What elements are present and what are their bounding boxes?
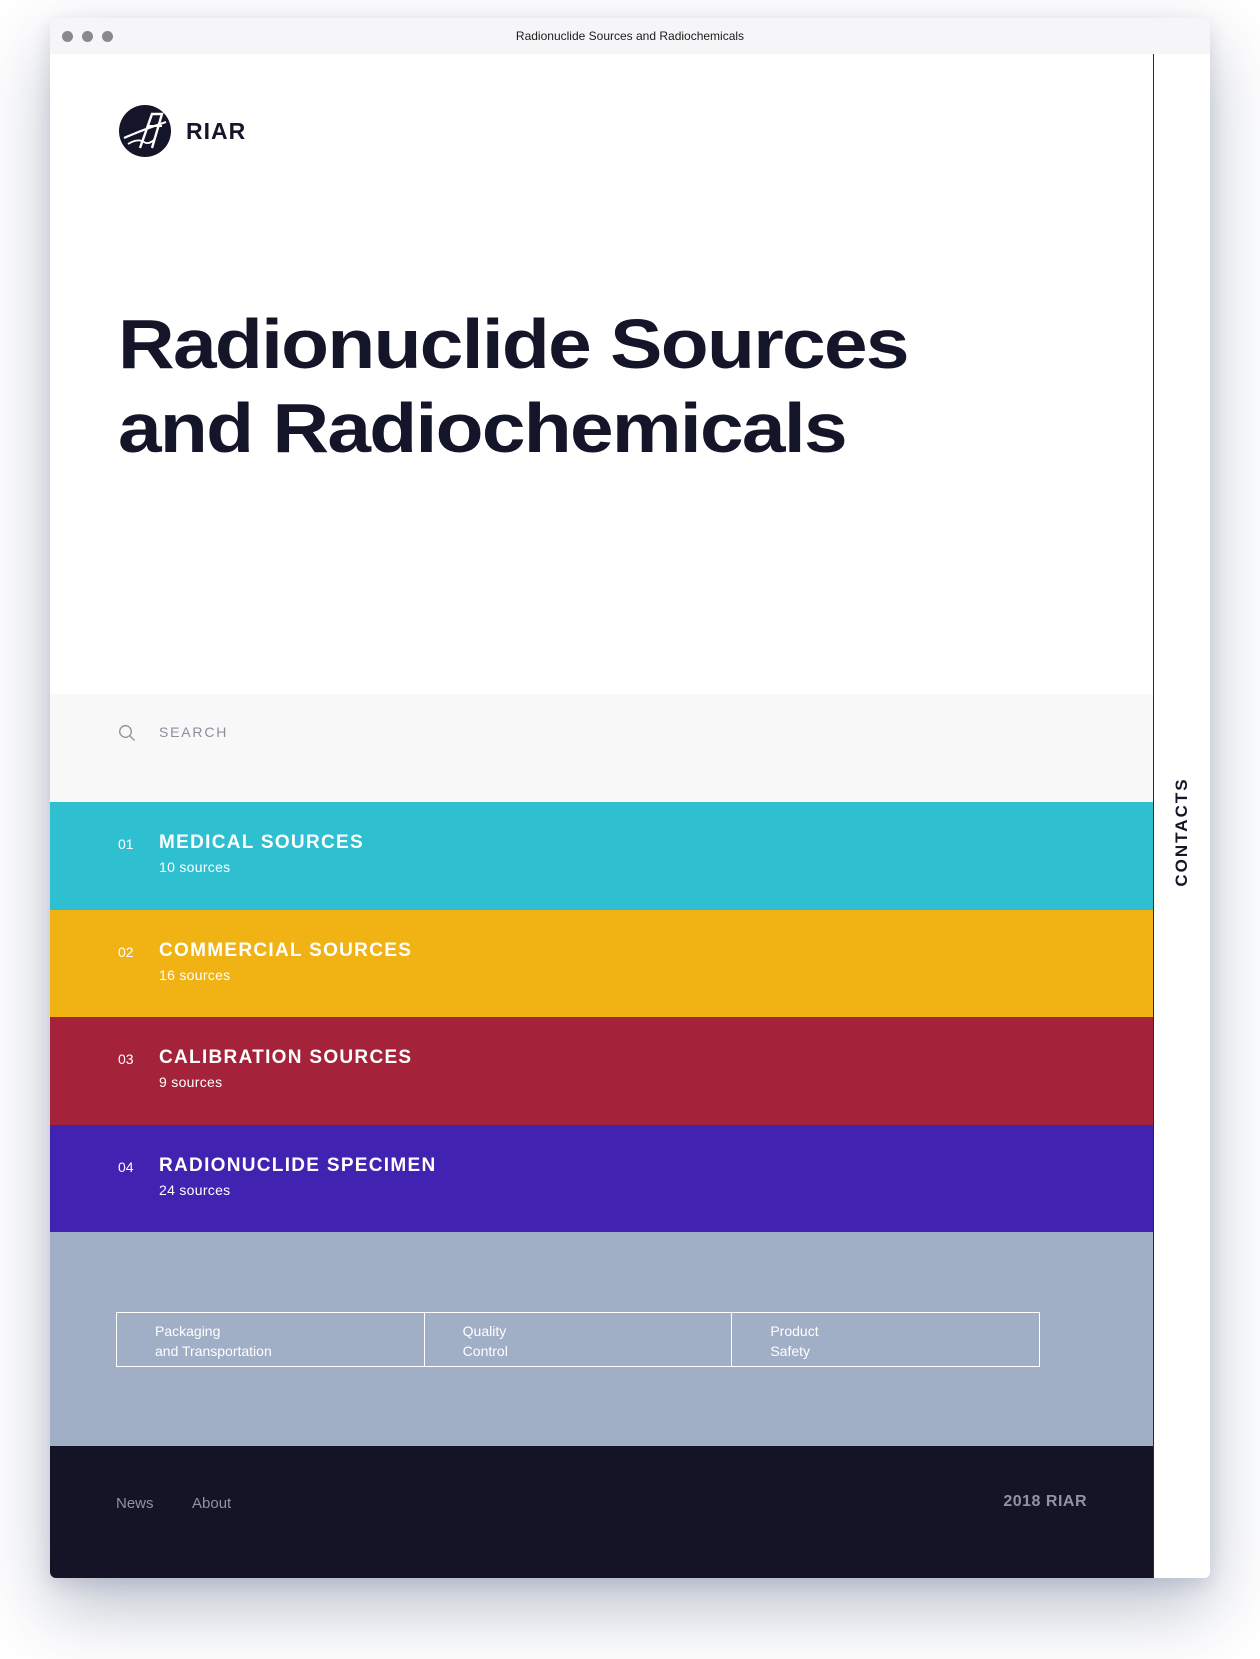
- page-title: [118, 302, 1210, 470]
- search-input-label[interactable]: SEARCH: [159, 724, 229, 740]
- info-link-line: Quality: [462, 1323, 507, 1339]
- browser-window: [50, 18, 1210, 1578]
- category-number: 02: [118, 944, 134, 960]
- category-title: MEDICAL SOURCES: [159, 832, 364, 853]
- brand-name: RIAR: [186, 117, 247, 144]
- page-title-line-1: Radionuclide Sources: [118, 305, 908, 383]
- info-link-line: Packaging: [155, 1323, 221, 1339]
- info-link-line: Control: [462, 1343, 508, 1359]
- category-commercial-sources[interactable]: [50, 910, 1153, 1018]
- category-count: 10 sources: [159, 859, 231, 875]
- main-content: [50, 54, 1153, 1578]
- category-number: 03: [118, 1051, 134, 1067]
- packaging-transportation-link[interactable]: [117, 1313, 425, 1366]
- category-title: RADIONUCLIDE SPECIMEN: [159, 1155, 437, 1176]
- category-count: 24 sources: [159, 1182, 231, 1198]
- category-title: COMMERCIAL SOURCES: [159, 940, 413, 961]
- info-section: [50, 1232, 1153, 1446]
- home-logo-link[interactable]: [118, 104, 246, 158]
- product-safety-link[interactable]: [732, 1313, 1039, 1366]
- quality-control-link[interactable]: [425, 1313, 733, 1366]
- category-medical-sources[interactable]: [50, 802, 1153, 910]
- info-links: [116, 1312, 1040, 1367]
- footer: [50, 1446, 1153, 1578]
- riar-logo-icon: [118, 104, 172, 158]
- search-bar[interactable]: [50, 694, 1153, 802]
- category-calibration-sources[interactable]: [50, 1017, 1153, 1125]
- category-number: 01: [118, 836, 134, 852]
- page-title-line-2: and Radiochemicals: [118, 389, 846, 467]
- window-title: Radionuclide Sources and Radiochemicals: [515, 29, 745, 43]
- footer-copyright: 2018 RIAR: [1003, 1493, 1087, 1510]
- footer-news-link[interactable]: News: [116, 1495, 154, 1512]
- window-titlebar: [50, 18, 1210, 54]
- search-icon: [118, 724, 136, 742]
- category-count: 16 sources: [159, 967, 231, 983]
- footer-about-link[interactable]: About: [192, 1495, 232, 1512]
- category-number: 04: [118, 1159, 134, 1175]
- contacts-label[interactable]: CONTACTS: [1171, 777, 1191, 887]
- category-radionuclide-specimen[interactable]: [50, 1125, 1153, 1233]
- info-link-line: and Transportation: [155, 1343, 272, 1359]
- category-count: 9 sources: [159, 1074, 223, 1090]
- info-link-line: Safety: [770, 1343, 811, 1359]
- category-title: CALIBRATION SOURCES: [159, 1047, 413, 1068]
- info-link-line: Product: [770, 1323, 819, 1339]
